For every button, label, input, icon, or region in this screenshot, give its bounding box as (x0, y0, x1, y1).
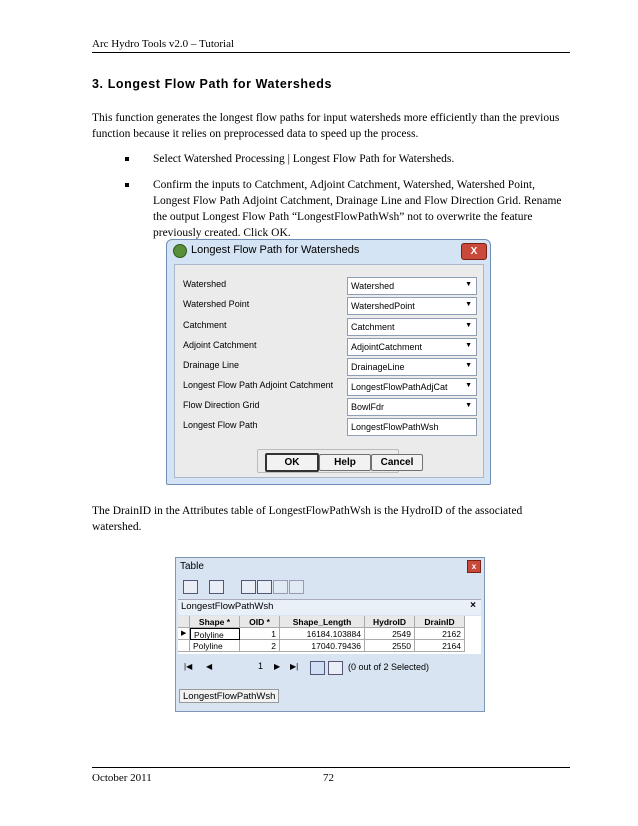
combo-value: Catchment (351, 322, 395, 332)
bullet-1-line-1: Select Watershed Processing | Longest Flow Path for Watersheds. (153, 153, 455, 165)
combo-value: Watershed (351, 281, 395, 291)
combo-value: WatershedPoint (351, 301, 415, 311)
dialog-title: Longest Flow Path for Watersheds (191, 244, 360, 256)
chevron-down-icon: ▼ (465, 382, 472, 389)
chevron-down-icon: ▼ (465, 281, 472, 288)
lfp-adjoint-catchment-combo[interactable] (347, 378, 477, 396)
table-window-title: Table (180, 561, 204, 572)
table-bottom-tab[interactable]: LongestFlowPathWsh (179, 689, 279, 703)
first-record-icon[interactable]: |◀ (184, 662, 193, 671)
select-by-attributes-icon[interactable] (241, 580, 256, 594)
previous-record-icon[interactable]: ◀ (206, 662, 213, 671)
table-cell[interactable]: 2162 (415, 628, 465, 640)
clear-selection-icon[interactable] (273, 580, 288, 594)
combo-value: LongestFlowPathAdjCat (351, 382, 448, 392)
combo-value: BowlFdr (351, 402, 385, 412)
page-number: 72 (323, 772, 334, 784)
record-number[interactable]: 1 (258, 661, 264, 671)
table-cell[interactable]: 2164 (415, 640, 465, 652)
bullet-2-line-2: Longest Flow Path Adjoint Catchment, Drainage Line and Flow Direction Grid. Rename (153, 195, 562, 207)
after-line-1: The DrainID in the Attributes table of LongestFlowPathWsh is the HydroID of the associated (92, 505, 523, 517)
table-options-icon[interactable] (183, 580, 198, 594)
dialog-titlebar[interactable] (167, 240, 490, 262)
dialog-body (174, 264, 484, 478)
field-row-drainage-line (175, 358, 483, 376)
table-cell[interactable]: 1 (240, 628, 280, 640)
table-toolbar (179, 578, 479, 596)
close-button[interactable]: x (467, 560, 481, 573)
selection-status: (0 out of 2 Selected) (348, 662, 430, 672)
field-row-longest-flow-path (175, 418, 483, 436)
table-name: LongestFlowPathWsh (181, 601, 274, 612)
intro-paragraph (92, 110, 570, 142)
footer-date: October 2011 (92, 772, 152, 784)
intro-line-2: function because it relies on preprocessed data to speed up the process. (92, 128, 419, 140)
table-cell[interactable]: 2 (240, 640, 280, 652)
attribute-grid (178, 616, 481, 654)
table-cell[interactable]: Polyline (190, 640, 240, 652)
field-row-flow-direction-grid (175, 398, 483, 416)
record-navigation-bar (178, 658, 481, 678)
app-icon (173, 244, 187, 258)
column-header[interactable]: Shape_Length (280, 616, 365, 628)
field-label: Watershed (183, 279, 227, 289)
table-cell[interactable]: Polyline (190, 628, 240, 640)
combo-value: DrainageLine (351, 362, 405, 372)
field-row-adjoint-catchment (175, 338, 483, 356)
next-record-icon[interactable]: ▶ (274, 662, 281, 671)
field-row-lfp-adjoint-catchment (175, 378, 483, 396)
column-header[interactable]: DrainID (415, 616, 465, 628)
field-label: Watershed Point (183, 299, 250, 309)
related-tables-icon[interactable] (209, 580, 224, 594)
catchment-combo[interactable] (347, 318, 477, 336)
delete-selected-icon[interactable] (289, 580, 304, 594)
chevron-down-icon: ▼ (465, 402, 472, 409)
bullet-2-line-4: previously created. Click OK. (153, 227, 291, 239)
drainage-line-combo[interactable] (347, 358, 477, 376)
watershed-point-combo[interactable] (347, 297, 477, 315)
longest-flow-path-input[interactable] (347, 418, 477, 436)
table-description (92, 503, 570, 535)
combo-value: AdjointCatchment (351, 342, 423, 352)
switch-selection-icon[interactable] (257, 580, 272, 594)
field-label: Drainage Line (183, 360, 240, 370)
table-cell[interactable]: 17040.79436 (280, 640, 365, 652)
chevron-down-icon: ▼ (465, 301, 472, 308)
chevron-down-icon: ▼ (465, 362, 472, 369)
help-button[interactable]: Help (319, 454, 371, 471)
column-header[interactable]: HydroID (365, 616, 415, 628)
row-selector[interactable] (178, 640, 190, 652)
column-header[interactable]: Shape * (190, 616, 240, 628)
adjoint-catchment-combo[interactable] (347, 338, 477, 356)
attribute-table-window (175, 557, 485, 712)
input-value: LongestFlowPathWsh (351, 422, 439, 432)
field-label: Longest Flow Path Adjoint Catchment (183, 380, 334, 390)
row-selector-current[interactable]: ▶ (178, 628, 190, 640)
bullet-marker (125, 183, 129, 187)
chevron-down-icon: ▼ (465, 342, 472, 349)
ok-button[interactable]: OK (265, 453, 319, 472)
close-button[interactable]: X (461, 243, 487, 260)
table-cell[interactable]: 2550 (365, 640, 415, 652)
field-label: Adjoint Catchment (183, 340, 257, 350)
field-label: Catchment (183, 320, 227, 330)
table-tab-header (178, 599, 481, 615)
chevron-down-icon: ▼ (465, 322, 472, 329)
table-cell[interactable]: 2549 (365, 628, 415, 640)
cancel-button[interactable]: Cancel (371, 454, 423, 471)
footer-rule (92, 767, 570, 768)
intro-line-1: This function generates the longest flow paths for input watersheds more efficiently than the previous (92, 112, 560, 124)
section-title: 3. Longest Flow Path for Watersheds (92, 77, 333, 91)
last-record-icon[interactable]: ▶| (290, 662, 299, 671)
bullet-marker (125, 157, 129, 161)
table-cell[interactable]: 16184.103884 (280, 628, 365, 640)
row-selector-header (178, 616, 190, 628)
bullet-2-line-3: the output Longest Flow Path “LongestFlowPathWsh” not to overwrite the feature (153, 211, 533, 223)
header-rule (92, 52, 570, 53)
column-header[interactable]: OID * (240, 616, 280, 628)
field-label: Flow Direction Grid (183, 400, 260, 410)
after-line-2: watershed. (92, 521, 142, 533)
field-row-watershed-point (175, 297, 483, 315)
longest-flow-path-dialog (166, 239, 491, 485)
field-label: Longest Flow Path (183, 420, 258, 430)
bullet-2-line-1: Confirm the inputs to Catchment, Adjoint Catchment, Watershed, Watershed Point, (153, 179, 535, 191)
close-icon[interactable]: × (470, 600, 476, 611)
running-header: Arc Hydro Tools v2.0 – Tutorial (92, 38, 235, 50)
show-all-records-icon[interactable] (310, 661, 325, 675)
show-selected-records-icon[interactable] (328, 661, 343, 675)
watershed-combo[interactable] (347, 277, 477, 295)
flow-direction-grid-combo[interactable] (347, 398, 477, 416)
field-row-catchment (175, 318, 483, 336)
field-row-watershed (175, 277, 483, 295)
